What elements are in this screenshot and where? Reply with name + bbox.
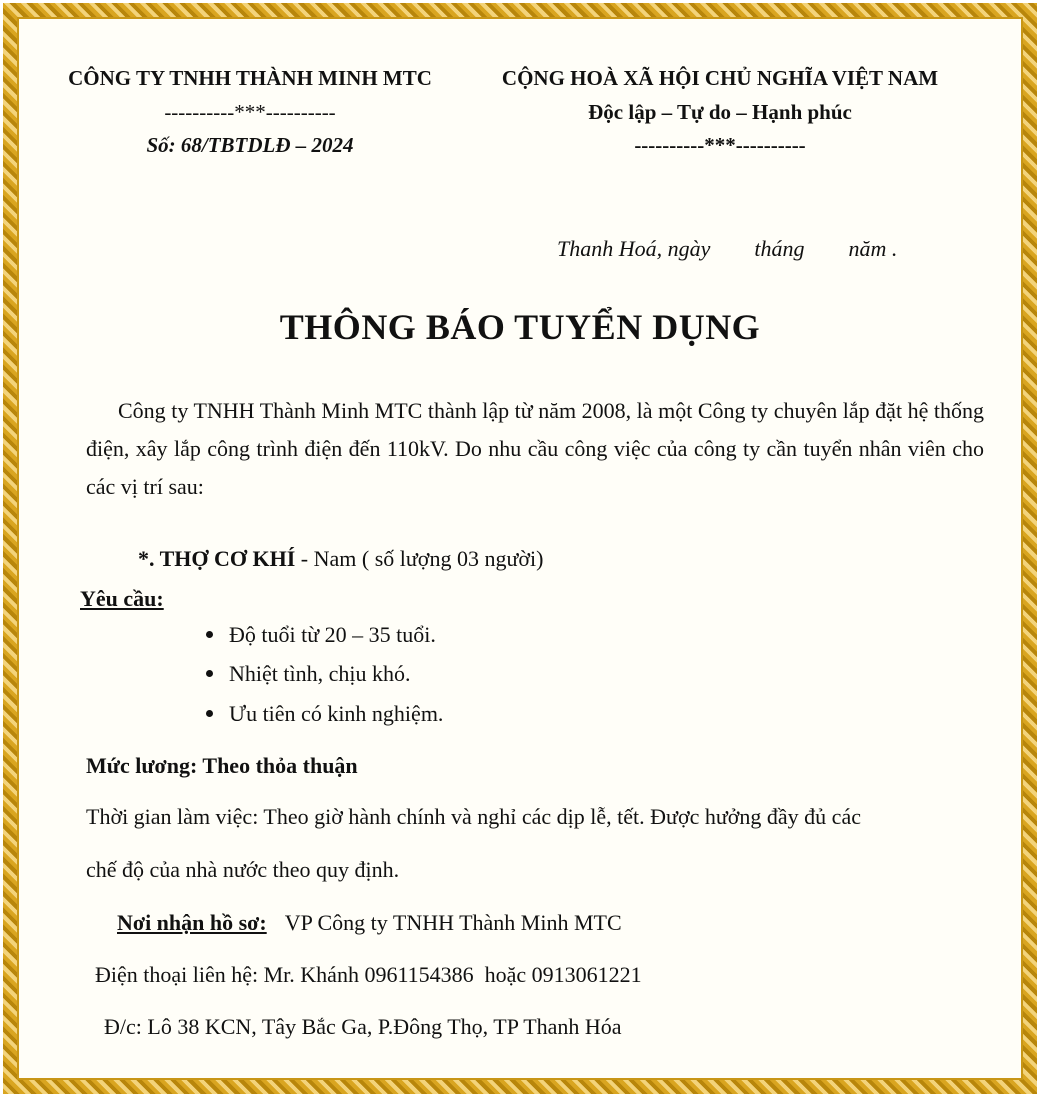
company-divider: ----------***----------	[164, 100, 336, 124]
submission-line	[117, 910, 622, 936]
document-title: THÔNG BÁO TUYỂN DỤNG	[279, 307, 761, 347]
company-name: CÔNG TY TNHH THÀNH MINH MTC	[68, 66, 432, 90]
contact-address: Đ/c: Lô 38 KCN, Tây Bắc Ga, P.Đông Thọ, TP Thanh Hóa	[104, 1014, 622, 1039]
place-date: Thanh Hoá, ngày tháng năm .	[557, 236, 898, 261]
requirement-item: Nhiệt tình, chịu khó.	[206, 661, 410, 687]
bullet-icon	[206, 670, 213, 677]
requirement-item: Độ tuổi từ 20 – 35 tuổi.	[206, 622, 436, 648]
intro-paragraph: Công ty TNHH Thành Minh MTC thành lập từ năm 2008, là một Công ty chuyên lắp đặt hệ thống điện, xây lắp công trình điện đến 110kV. Do nhu cầu công việc của công ty cần tuyển nhân viên cho các vị trí sau:	[86, 398, 984, 499]
position-line	[138, 546, 543, 572]
submission-value: VP Công ty TNHH Thành Minh MTC	[284, 910, 622, 935]
country-divider: ----------***----------	[634, 133, 806, 157]
work-time-line-2: chế độ của nhà nước theo quy định.	[86, 857, 400, 882]
contact-phone: Điện thoại liên hệ: Mr. Khánh 0961154386 hoặc 0913061221	[95, 962, 642, 987]
document-number: Số: 68/TBTDLĐ – 2024	[146, 133, 354, 157]
position-detail: - Nam ( số lượng 03 người)	[295, 546, 544, 571]
bullet-icon	[206, 710, 213, 717]
national-motto: Độc lập – Tự do – Hạnh phúc	[588, 100, 852, 124]
bullet-icon	[206, 631, 213, 638]
requirements-label: Yêu cầu:	[80, 586, 164, 611]
salary-line: Mức lương: Theo thỏa thuận	[86, 753, 358, 778]
requirement-item: Ưu tiên có kinh nghiệm.	[206, 701, 443, 727]
work-time-line-1: Thời gian làm việc: Theo giờ hành chính và nghỉ các dịp lễ, tết. Được hưởng đầy đủ các	[86, 804, 861, 829]
position-name: *. THỢ CƠ KHÍ	[138, 546, 296, 571]
country-name: CỘNG HOÀ XÃ HỘI CHỦ NGHĨA VIỆT NAM	[501, 66, 939, 90]
submission-label: Nơi nhận hồ sơ:	[117, 910, 267, 935]
